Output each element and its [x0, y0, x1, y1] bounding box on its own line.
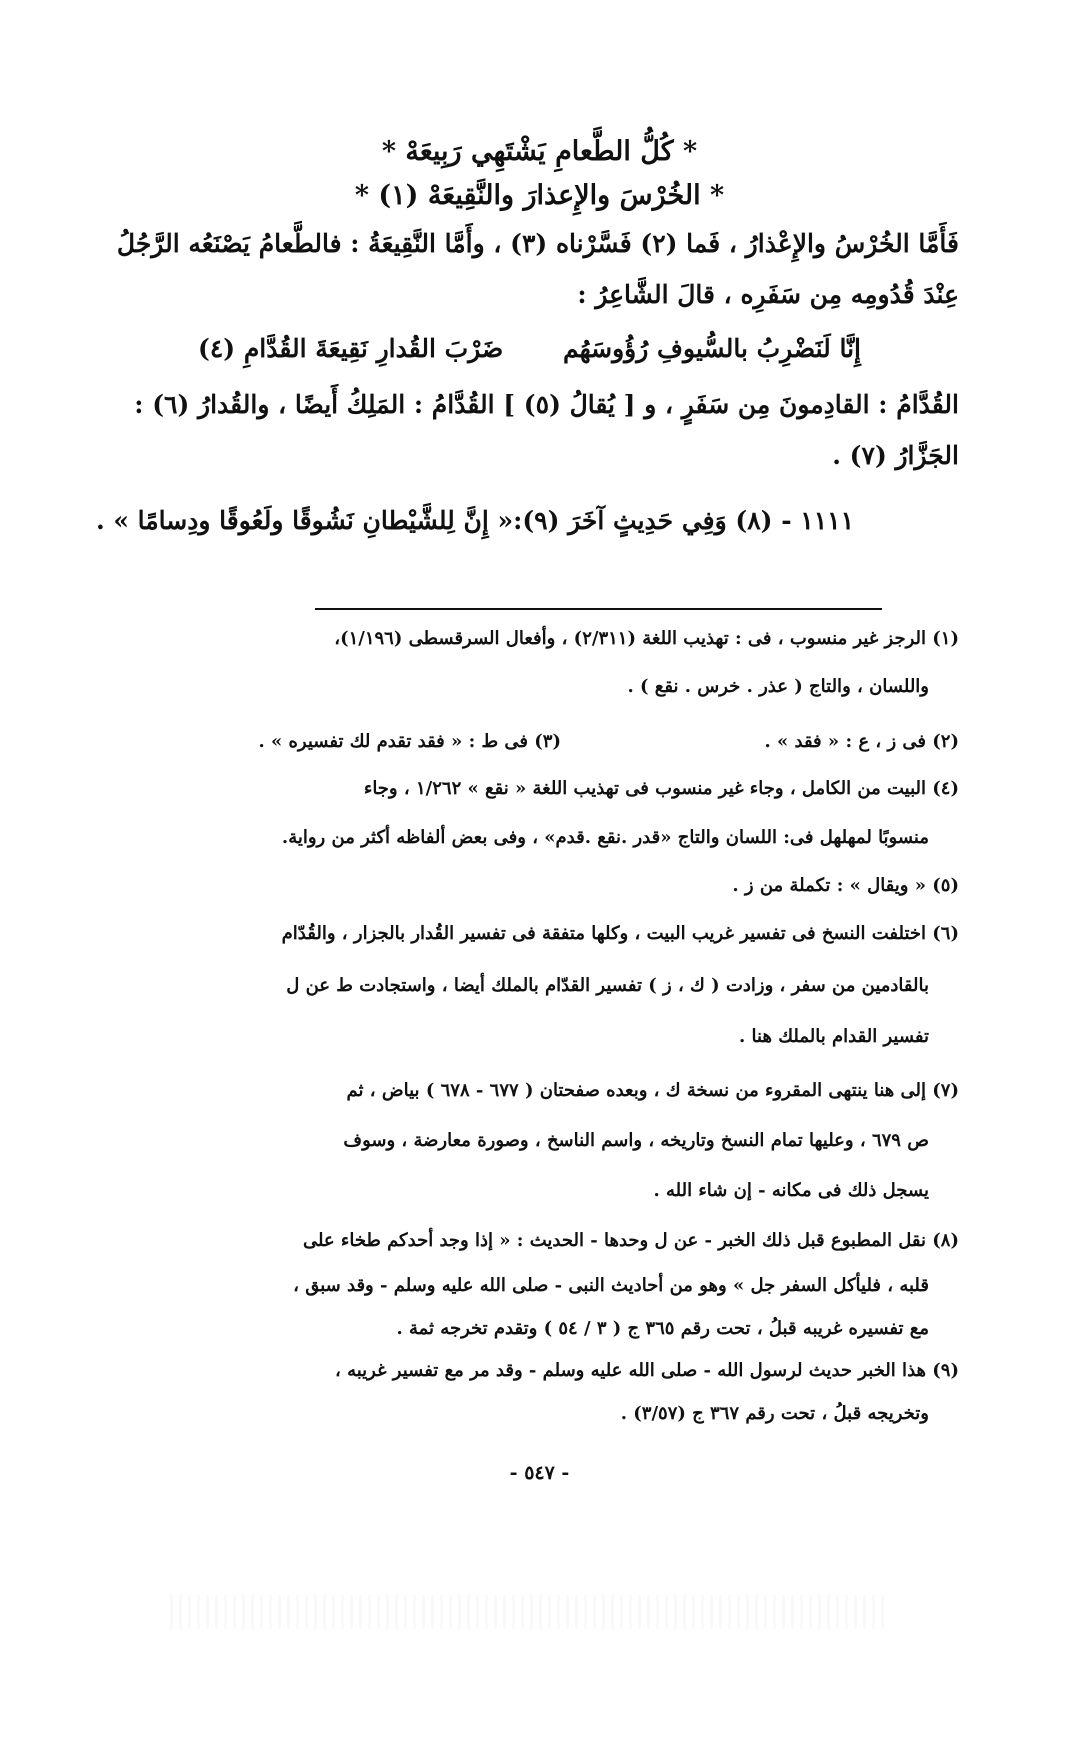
footnote-8-line-2: قلبه ، فليأكل السفر جل » وهو من أحاديث النبى - صلى الله عليه وسلم - وقد سبق ،	[293, 1275, 929, 1296]
poem-hemistich-left: ضَرْبَ القُدارِ نَقِيعَةَ القُدَّامِ (٤)	[198, 334, 504, 363]
verse-line-1: * كُلُّ الطَّعامِ يَشْتَهِي رَبِيعَهْ *	[381, 136, 698, 167]
footnote-1-line-1: (١) الرجز غير منسوب ، فى : تهذيب اللغة (٢/٣١١) ، وأفعال السرقسطى (١/١٩٦)،	[334, 628, 959, 649]
footnote-8-line-1: (٨) نقل المطبوع قبل ذلك الخبر - عن ل وحدها - الحديث : « إذا وجد أحدكم طخاء على	[302, 1230, 959, 1251]
footnote-6-line-1: (٦) اختلفت النسخ فى تفسير غريب البيت ، وكلها متفقة فى تفسير القُدار بالجزار ، والقُدّام	[281, 923, 959, 944]
footnote-1-line-2: واللسان ، والتاج ( عذر . خرس . نقع ) .	[627, 676, 929, 697]
footnote-7-line-2: ص ٦٧٩ ، وعليها تمام النسخ وتاريخه ، واسم الناسخ ، وصورة معارضة ، وسوف	[343, 1130, 929, 1151]
main-paragraph-1-line-2: عِنْدَ قُدُومِه مِن سَفَرِه ، قالَ الشَّاعِرُ :	[577, 280, 959, 309]
main-paragraph-1-line-1: فَأَمَّا الخُرْسُ والإِعْذارُ ، فَما (٢) فَسَّرْناه (٣) ، وأَمَّا النَّقِيعَةُ : فالطَّعامُ يَصْنَعُه الرَّجُلُ	[116, 229, 959, 258]
footnote-6-line-2: بالقادمين من سفر ، وزادت ( ك ، ز ) تفسير القدّام بالملك أيضا ، واستجادت ط عن ل	[286, 975, 929, 996]
poem-hemistich-right: إِنَّا لَنَضْرِبُ بالسُّيوفِ رُؤُوسَهُم	[563, 334, 861, 363]
verse-line-2: * الخُرْسَ والإِعذارَ والنَّقِيعَهْ (١) *	[354, 180, 725, 211]
footnote-4-line-2: منسوبًا لمهلهل فى: اللسان والتاج «قدر .نقع .قدم» ، وفى بعض ألفاظه أكثر من رواية.	[281, 827, 929, 848]
hadith-line: ١١١١ - (٨) وَفِي حَدِيثٍ آخَرَ (٩):« إِنَّ لِلشَّيْطانِ نَشُوقًا ولَعُوقًا ودِسامًا » .	[95, 506, 854, 535]
footnote-4-line-1: (٤) البيت من الكامل ، وجاء غير منسوب فى تهذيب اللغة « نقع » ١/٢٦٢ ، وجاء	[363, 778, 959, 799]
footnote-9-line-2: وتخريجه قبلُ ، تحت رقم ٣٦٧ ج (٣/٥٧) .	[620, 1403, 929, 1424]
footnote-2: (٢) فى ز ، ع : « فقد » .	[764, 731, 959, 752]
footnote-7-line-1: (٧) إلى هنا ينتهى المقروء من نسخة ك ، وبعده صفحتان ( ٦٧٧ - ٦٧٨ ) بياض ، ثم	[346, 1080, 959, 1101]
footnote-8-line-3: مع تفسيره غريبه قبلُ ، تحت رقم ٣٦٥ ج ( ٣ / ٥٤ ) وتقدم تخرجه ثمة .	[396, 1318, 929, 1339]
footnote-7-line-3: يسجل ذلك فى مكانه - إن شاء الله .	[653, 1180, 929, 1201]
footnote-6-line-3: تفسير القدام بالملك هنا .	[739, 1026, 929, 1047]
scan-bleed-artifact	[170, 1595, 890, 1629]
footnote-9-line-1: (٩) هذا الخبر حديث لرسول الله - صلى الله عليه وسلم - وقد مر مع تفسير غريبه ،	[335, 1360, 959, 1381]
footnote-separator	[315, 608, 882, 610]
footnote-3: (٣) فى ط : « فقد تقدم لك تفسيره » .	[258, 731, 561, 752]
main-paragraph-2-line-2: الجَزَّارُ (٧) .	[832, 441, 959, 470]
footnote-5: (٥) « ويقال » : تكملة من ز .	[732, 875, 959, 896]
page-number: - ٥٤٧ -	[509, 1462, 570, 1484]
main-paragraph-2-line-1: القُدَّامُ : القادِمونَ مِن سَفَرٍ ، و [ يُقالُ (٥) ] القُدَّامُ : المَلِكُ أَيضًا ، والقُدارُ (٦) :	[134, 390, 959, 419]
